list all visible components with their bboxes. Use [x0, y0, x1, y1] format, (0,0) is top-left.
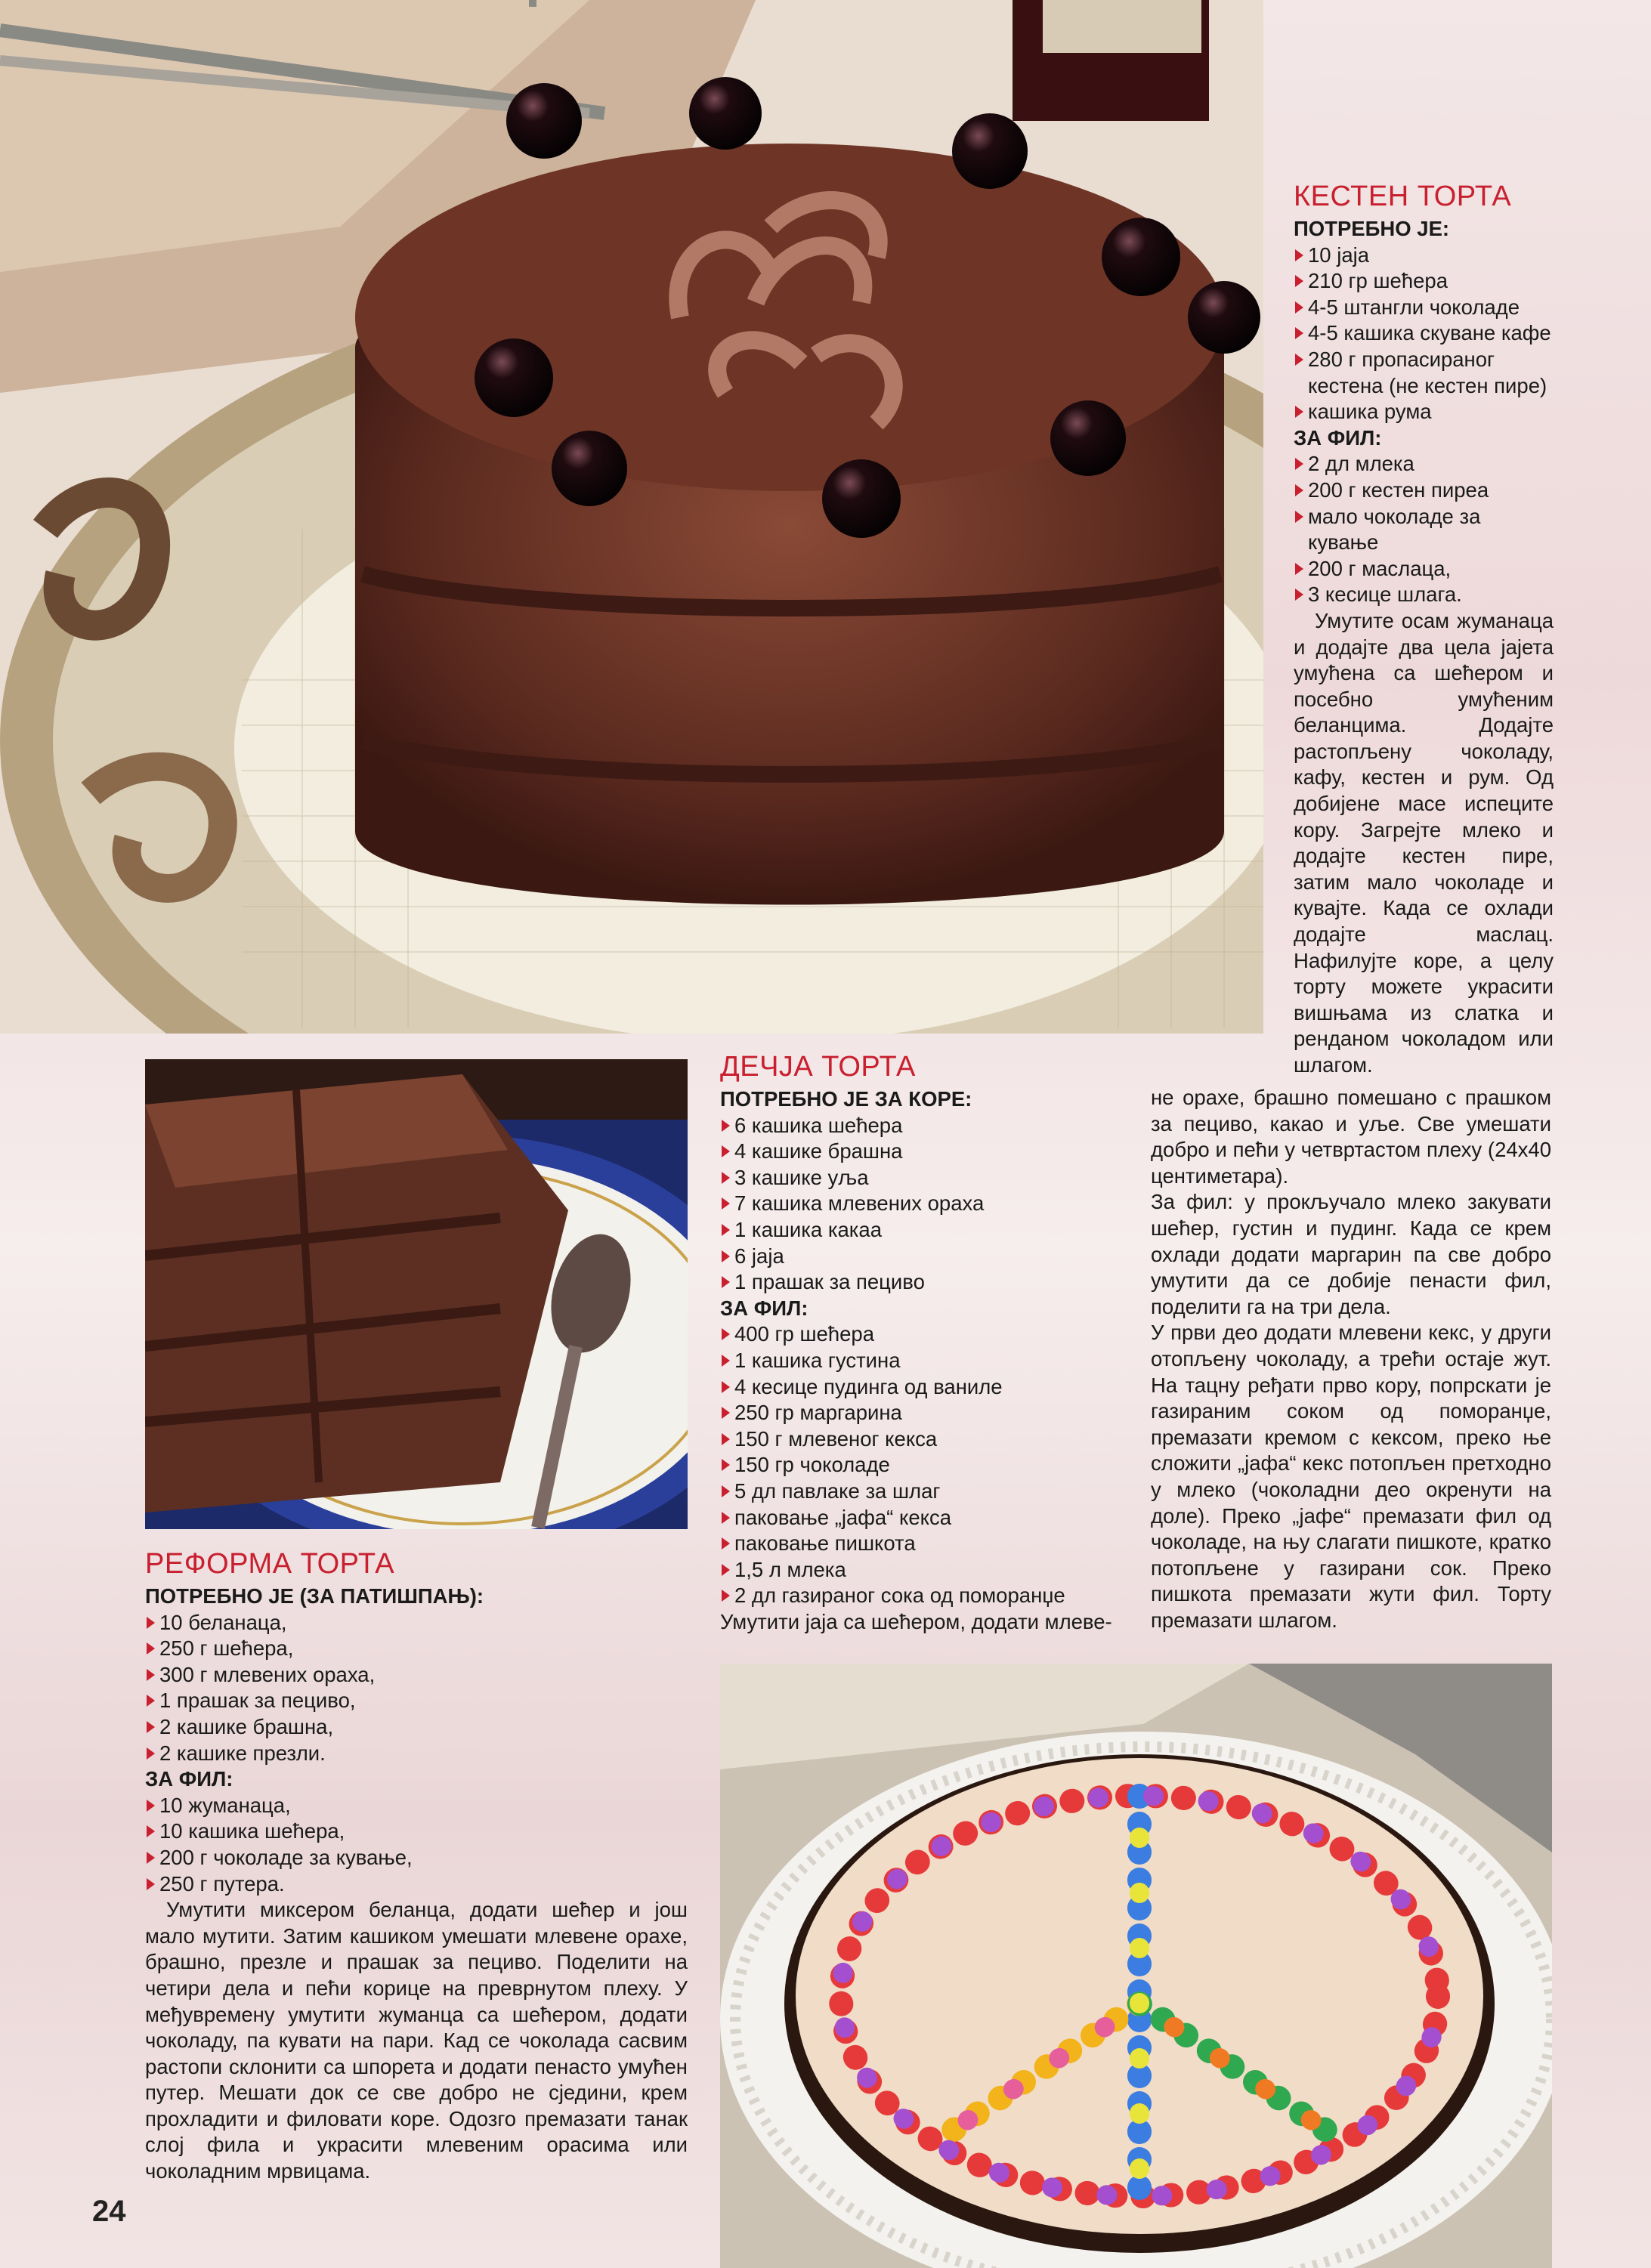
ingredient-item: 4-5 штангли чоколаде — [1294, 295, 1554, 321]
fill-item: паковање „јафа“ кекса — [720, 1505, 1133, 1531]
decja-crust — [720, 1113, 1133, 1296]
cake-slice-photo — [145, 1059, 688, 1529]
ingredient-item: 6 јаја — [720, 1244, 1133, 1270]
fill-item: 200 г маслаца, — [1294, 556, 1554, 582]
decja-recipe — [720, 1050, 1133, 1635]
decja-method-assembly: У први део додати млевени кекс, у други отопљену чоколаду, а трећи остаје жут. На тацну ређати прво кору, попрскати је газираним соком од поморанџе, премазати кремом с кексом, преко ње сложити „јафа“ кекс потопљен претходно у млеко (чоколадни део окренути на доле). Преко „јафе“ премазати фил од чоколаде, на њу слагати пишкоте, кратко потопљене у газирани сок. Преко пишкота премазати жути фил. Торту премазати шлагом. — [1151, 1321, 1551, 1632]
kesten-method: Умутите осам жуманаца и додајте два цела јајета умућена са шећером и посебно умућеним беланцима. Додајте растопљену чоколаду, кафу, кестен и рум. Од добијене масе испеците кору. Загрејте млеко и додајте кестен пире, затим мало чоколаде и кувајте. Када се охлади додајте маслац. Нафилујте коре, а целу торту можете украсити вишњама из слатка и ренданом чоколадом или шлагом. — [1294, 608, 1554, 1077]
reforma-recipe — [145, 1547, 688, 2185]
reforma-ingredients — [145, 1610, 688, 1767]
fill-item: 400 гр шећера — [720, 1321, 1133, 1348]
kesten-ingredients — [1294, 243, 1554, 425]
peace-cake-photo — [720, 1664, 1552, 2268]
ingredient-item: кашика рума — [1294, 399, 1554, 425]
fill-item: 200 г кестен пиреа — [1294, 477, 1554, 504]
decja-crust-label: ПОТРЕБНО ЈЕ ЗА КОРЕ: — [720, 1087, 972, 1111]
kesten-fill — [1294, 451, 1554, 608]
kesten-recipe — [1294, 180, 1554, 1079]
ingredient-item: 4 кашике брашна — [720, 1139, 1133, 1165]
ingredient-item: 6 кашика шећера — [720, 1113, 1133, 1139]
ingredient-item: 2 кашике брашна, — [145, 1714, 688, 1741]
chestnut-cake-photo — [0, 0, 1263, 1034]
decja-title: ДЕЧЈА ТОРТА — [720, 1051, 916, 1083]
fill-item: 200 г чоколаде за кување, — [145, 1845, 688, 1871]
fill-item: 10 кашика шећера, — [145, 1818, 688, 1845]
reforma-title: РЕФОРМА ТОРТА — [145, 1548, 395, 1580]
fill-item: 1,5 л млека — [720, 1557, 1133, 1584]
kesten-needed-label: ПОТРЕБНО ЈЕ: — [1294, 217, 1450, 240]
ingredient-item: 10 беланаца, — [145, 1610, 688, 1636]
ingredient-item: 10 јаја — [1294, 243, 1554, 269]
fill-item: 2 дл млека — [1294, 451, 1554, 477]
ingredient-item: 250 г шећера, — [145, 1636, 688, 1662]
fill-item: 2 дл газираног сока од поморанџе — [720, 1583, 1133, 1609]
fill-item: 1 кашика густина — [720, 1348, 1133, 1374]
ingredient-item: 7 кашика млевених ораха — [720, 1191, 1133, 1217]
fill-item: мало чоколаде за кување — [1294, 504, 1554, 556]
reforma-needed-label: ПОТРЕБНО ЈЕ (ЗА ПАТИШПАЊ): — [145, 1584, 484, 1608]
ingredient-item: 280 г пропасираног кестена (не кестен пире) — [1294, 347, 1554, 399]
fill-item: 10 жуманаца, — [145, 1793, 688, 1819]
fill-item: 250 гр маргарина — [720, 1400, 1133, 1426]
ingredient-item: 300 г млевених ораха, — [145, 1662, 688, 1689]
ingredient-item: 210 гр шећера — [1294, 268, 1554, 295]
ingredient-item: 1 прашак за пециво, — [145, 1688, 688, 1714]
fill-item: 250 г путера. — [145, 1871, 688, 1898]
decja-method-column — [1151, 1085, 1551, 1633]
reforma-fill-label: ЗА ФИЛ: — [145, 1767, 233, 1791]
fill-item: 3 кесице шлага. — [1294, 582, 1554, 608]
kesten-fill-label: ЗА ФИЛ: — [1294, 425, 1382, 450]
reforma-fill — [145, 1793, 688, 1897]
decja-method-fill: За фил: у прокључало млеко закувати шећер, густин и пудинг. Када се крем охлади додати маргарин па све добро умутити да се добије пенасти фил, поделити га на три дела. — [1151, 1190, 1551, 1318]
page-number: 24 — [92, 2195, 126, 2228]
kesten-title: КЕСТЕН ТОРТА — [1294, 181, 1512, 212]
decja-fill — [720, 1321, 1133, 1609]
decja-method-cont: не орахе, брашно помешано с прашком за пециво, какао и уље. Све умешати добро и пећи у четвртастом плеху (24х40 центиметара). — [1151, 1086, 1551, 1188]
fill-item: 4 кесице пудинга од ваниле — [720, 1374, 1133, 1401]
fill-item: 150 г млевеног кекса — [720, 1426, 1133, 1453]
fill-item: 5 дл павлаке за шлаг — [720, 1479, 1133, 1505]
decja-fill-label: ЗА ФИЛ: — [720, 1296, 808, 1320]
ingredient-item: 1 прашак за пециво — [720, 1269, 1133, 1296]
ingredient-item: 2 кашике презли. — [145, 1741, 688, 1767]
ingredient-item: 4-5 кашика скуване кафе — [1294, 320, 1554, 347]
decja-method-start: Умутити јаја са шећером, додати млеве- — [720, 1609, 1112, 1633]
fill-item: 150 гр чоколаде — [720, 1452, 1133, 1479]
reforma-method: Умутити миксером беланца, додати шећер и још мало мутити. Затим кашиком умешати млевене орахе, брашно, презле и прашак за пециво. Поделити на четири дела и пећи корице на преврнутом плеху. У међувремену умутити жуманца са шећером, додати чоколаду, па кувати на пари. Кад се чоколада сасвим растопи склонити са шпорета и додати пенасто умућен путер. Мешати док се све добро не сједини, крем прохладити и филовати коре. Одозго премазати танак слој фила и украсити млевеним орасима или чоколадним мрвицама. — [145, 1898, 688, 2183]
ingredient-item: 1 кашика какаа — [720, 1217, 1133, 1244]
fill-item: паковање пишкота — [720, 1531, 1133, 1557]
ingredient-item: 3 кашике уља — [720, 1165, 1133, 1191]
